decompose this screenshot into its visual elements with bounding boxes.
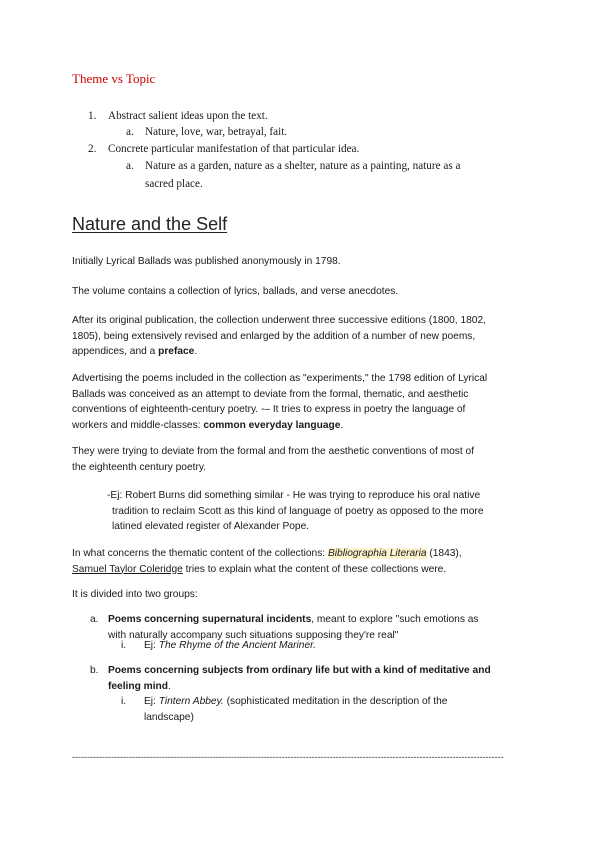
sub-item-text-cont: sacred place. (145, 178, 203, 190)
paragraph: The volume contains a collection of lyrics, ballads, and verse anecdotes. (72, 286, 399, 297)
text-line: the eighteenth century poetry. (72, 461, 207, 473)
list-item-2-text: Concrete particular manifestation of that particular idea. (108, 143, 360, 155)
group-letter: a. (90, 614, 99, 625)
highlighted-title: Bibliographia Literaria (327, 548, 427, 559)
text-line: Advertising the poems included in the collection as "experiments," the 1798 edition of Lyrical (72, 373, 488, 384)
text-line: -Ej: Robert Burns did something similar - He was trying to reproduce his oral native (107, 490, 481, 501)
text-line: with naturally accompany such situations supposing they're real" (108, 629, 399, 641)
list-item-1-text: Abstract salient ideas upon the text. (108, 110, 268, 122)
text-span: . (340, 419, 344, 431)
paragraph: It is divided into two groups: (72, 589, 198, 600)
text-span: . (168, 680, 171, 692)
list-number: 1. (88, 110, 97, 122)
list-number: 2. (88, 143, 97, 155)
example-line (144, 638, 316, 654)
group-letter: b. (90, 665, 99, 676)
divider-line: ------------------------------------------------------------------------------------------------------------------------------------------------ (72, 752, 504, 762)
theme-heading: Theme vs Topic (72, 71, 156, 86)
sub-item-letter: a. (126, 160, 134, 172)
text-line: 1805), being extensively revised and enlarged by the addition of a number of new poems, (72, 330, 476, 342)
italic-title: Tintern Abbey. (158, 696, 224, 707)
text-span: Ej: (144, 696, 159, 707)
group-b (108, 663, 538, 694)
bold-text: Poems concerning supernatural incidents (108, 614, 312, 625)
text-line: Ballads was conceived as an attempt to deviate from the formal, thematic, and aesthetic (72, 388, 469, 400)
roman-numeral: i. (121, 640, 127, 651)
text-span: workers and middle-classes: (72, 419, 204, 431)
text-span: . (194, 346, 198, 357)
text-span: Ej: (144, 640, 159, 651)
paragraph-experiments (72, 371, 528, 433)
bold-text: preface (158, 346, 195, 357)
text-line (144, 694, 528, 710)
author-link[interactable]: Samuel Taylor Coleridge (72, 563, 183, 575)
text-span: (1843), (426, 548, 462, 559)
example-block (107, 488, 527, 535)
text-line: tradition to reclaim Scott as this kind of language of poetry as opposed to the more (112, 505, 484, 517)
text-line (72, 546, 528, 562)
paragraph: Initially Lyrical Ballads was published anonymously in 1798. (72, 256, 341, 267)
text-line (108, 663, 538, 679)
sub-item-text: Nature as a garden, nature as a shelter, nature as a painting, nature as a (145, 160, 461, 172)
text-line (72, 344, 528, 360)
list-item-2 (88, 141, 96, 157)
text-line: conventions of eighteenth-century poetry. -– It tries to express in poetry the language of (72, 404, 466, 415)
text-span: tries to explain what the content of these collections were. (182, 563, 447, 575)
list-item-1 (88, 108, 96, 124)
text-line: landscape) (144, 711, 194, 723)
bold-text: Poems concerning subjects from ordinary life but with a kind of meditative and (108, 665, 491, 676)
example-line (144, 694, 528, 725)
roman-numeral: i. (121, 696, 127, 707)
text-span: , meant to explore "such emotions as (311, 614, 479, 625)
text-span: In what concerns the thematic content of the collections: (72, 548, 328, 559)
text-line (72, 562, 528, 578)
text-line (108, 679, 538, 695)
bold-text: common everyday language (203, 419, 341, 431)
sub-item-text: Nature, love, war, betrayal, fait. (145, 126, 288, 138)
text-line (72, 418, 528, 434)
text-line: After its original publication, the collection underwent three successive editions (1800, 1802, (72, 315, 486, 326)
paragraph-thematic (72, 546, 528, 577)
text-line (108, 612, 528, 628)
text-line: latined elevated register of Alexander Pope. (112, 521, 310, 532)
text-span: (sophisticated meditation in the description of the (223, 696, 448, 707)
sub-item-letter: a. (126, 126, 134, 138)
bold-text: feeling mind (108, 680, 168, 692)
italic-title: The Rhyme of the Ancient Mariner. (158, 640, 316, 651)
section-title: Nature and the Self (72, 214, 228, 234)
text-line: They were trying to deviate from the formal and from the aesthetic conventions of most of (72, 446, 475, 457)
paragraph-deviate (72, 444, 528, 475)
paragraph-editions (72, 313, 528, 360)
text-span: appendices, and a (72, 346, 159, 357)
